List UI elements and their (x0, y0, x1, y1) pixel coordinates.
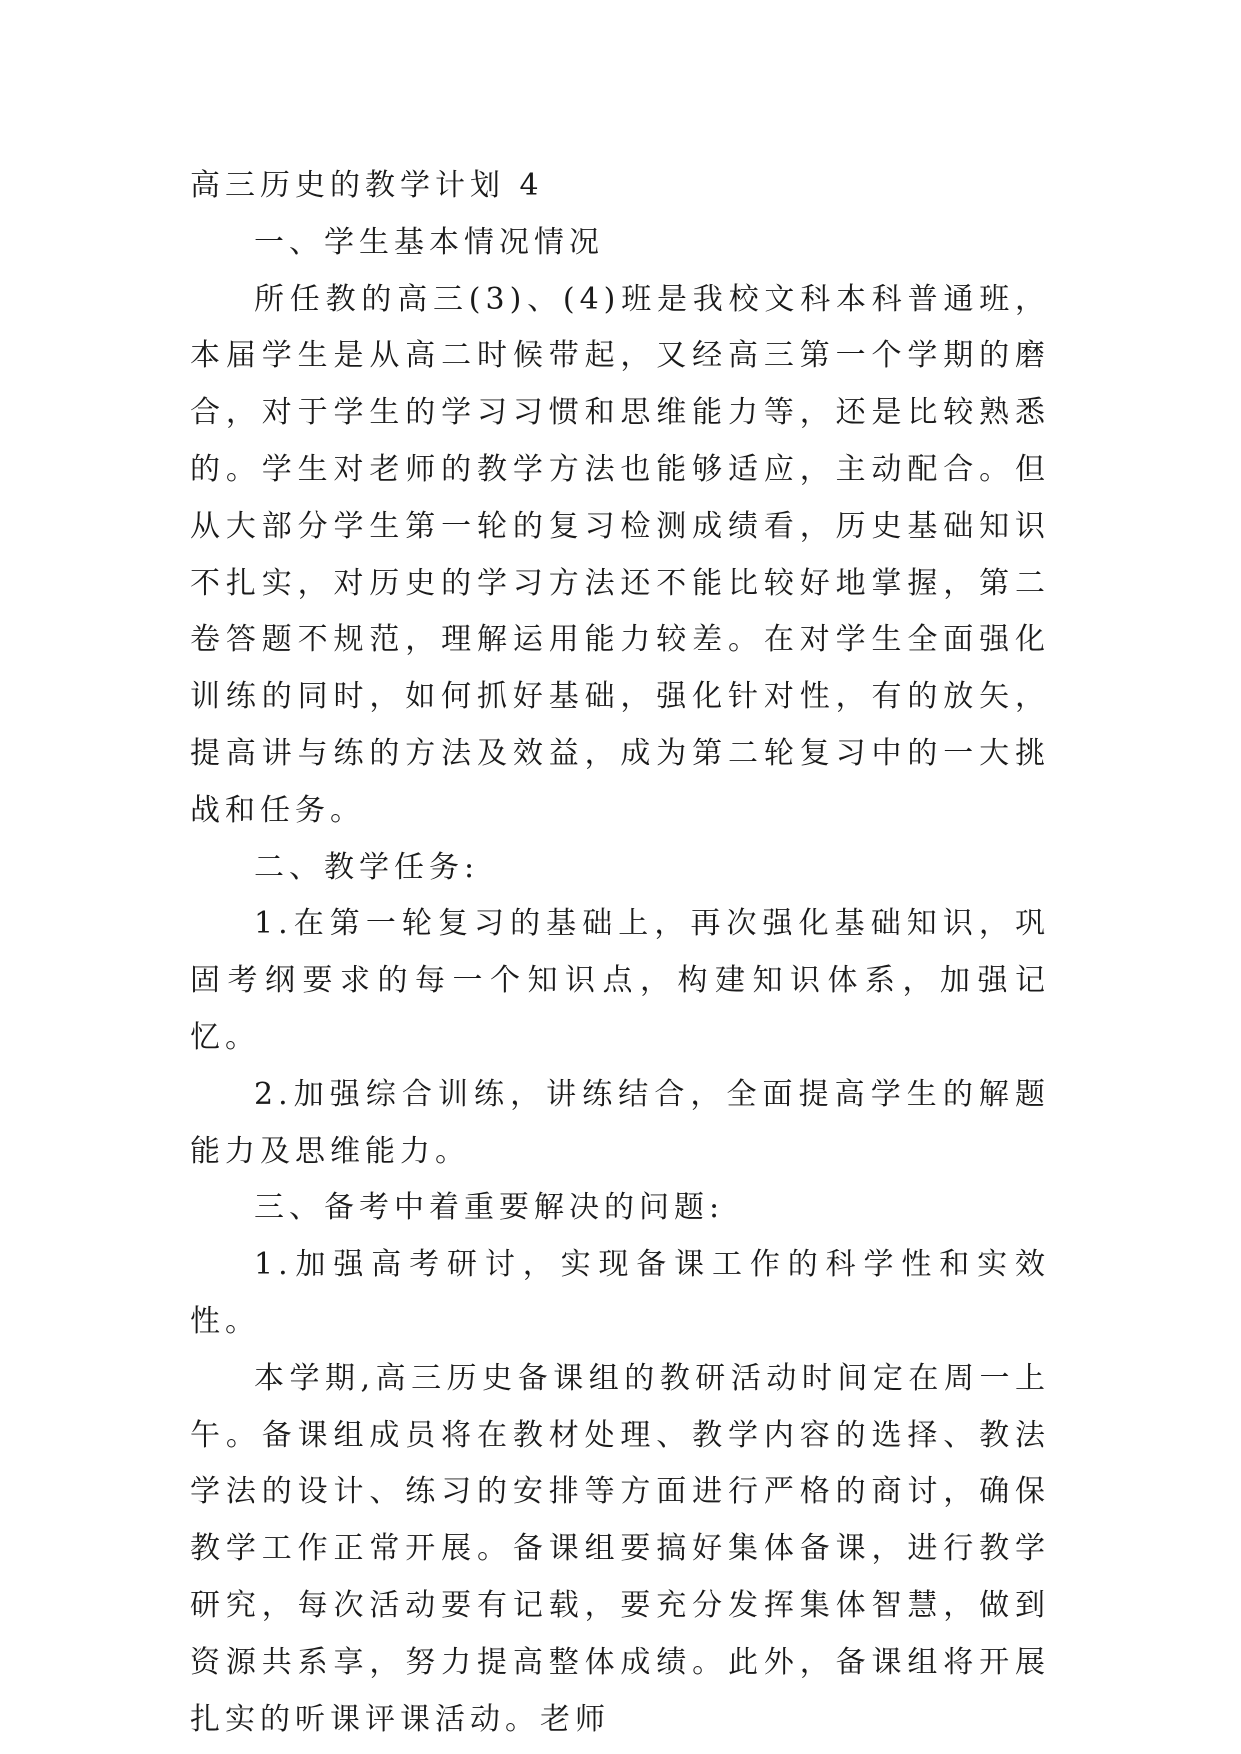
task-item-1: 1.在第一轮复习的基础上，再次强化基础知识，巩固考纲要求的每一个知识点，构建知识体系，加强记忆。 (190, 906, 1050, 1055)
task-item-2: 2.加强综合训练，讲练结合，全面提高学生的解题能力及思维能力。 (190, 1076, 1050, 1169)
section-heading-2: 二、教学任务: (254, 849, 480, 885)
problem-item-1: 1.加强高考研讨，实现备课工作的科学性和实效性。 (190, 1247, 1050, 1339)
document-title: 高三历史的教学计划 4 (190, 168, 544, 203)
section-heading-1: 一、学生基本情况情况 (254, 224, 604, 260)
document-body (190, 158, 1050, 1748)
section-heading-3: 三、备考中着重要解决的问题: (254, 1190, 725, 1226)
paragraph-semester-plan: 本学期,高三历史备课组的教研活动时间定在周一上午。备课组成员将在教材处理、教学内容的选择、教法学法的设计、练习的安排等方面进行严格的商讨，确保教学工作正常开展。备课组要搞好集体备课，进行教学研究，每次活动要有记载，要充分发挥集体智慧，做到资源共系享，努力提高整体成绩。此外，备课组将开展扎实的听课评课活动。老师 (190, 1360, 1050, 1737)
paragraph-student-situation: 所任教的高三(3)、(4)班是我校文科本科普通班，本届学生是从高二时候带起，又经高三第一个学期的磨合，对于学生的学习习惯和思维能力等，还是比较熟悉的。学生对老师的教学方法也能够适应，主动配合。但从大部分学生第一轮的复习检测成绩看，历史基础知识不扎实，对历史的学习方法还不能比较好地掌握，第二卷答题不规范，理解运用能力较差。在对学生全面强化训练的同时，如何抓好基础，强化针对性，有的放矢，提高讲与练的方法及效益，成为第二轮复习中的一大挑战和任务。 (190, 281, 1050, 828)
